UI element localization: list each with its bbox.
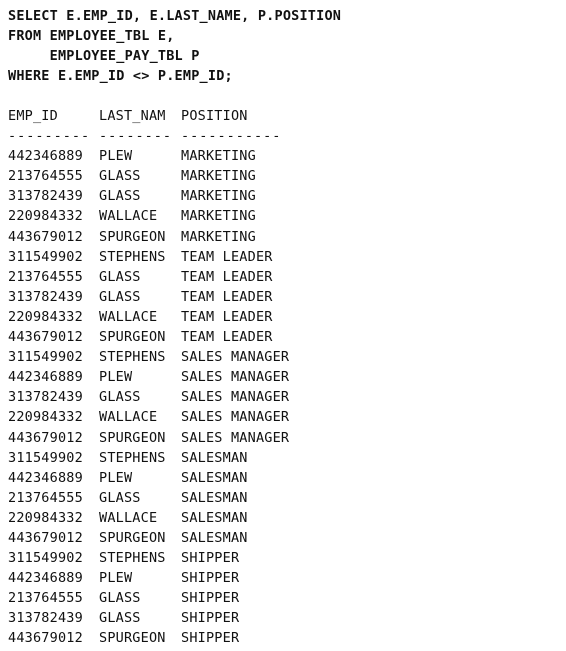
cell-emp-id: 313782439 <box>8 188 83 205</box>
header-last-name: LAST_NAM <box>99 108 166 124</box>
cell-emp-id: 442346889 <box>8 148 83 165</box>
cell-position: SHIPPER <box>181 610 240 627</box>
cell-emp-id: 313782439 <box>8 389 83 406</box>
cell-emp-id: 443679012 <box>8 228 83 245</box>
cell-last-name: STEPHENS <box>99 550 166 567</box>
cell-emp-id: 213764555 <box>8 489 83 506</box>
cell-last-name: WALLACE <box>99 509 158 526</box>
table-row <box>8 347 321 367</box>
cell-position: SALESMAN <box>181 489 248 506</box>
cell-emp-id: 442346889 <box>8 469 83 486</box>
table-row <box>8 628 321 648</box>
cell-position: MARKETING <box>181 148 256 165</box>
cell-last-name: SPURGEON <box>99 228 166 245</box>
cell-emp-id: 311549902 <box>8 349 83 366</box>
sql-query <box>8 6 341 86</box>
cell-position: TEAM LEADER <box>181 268 273 285</box>
separator-last-name: -------- <box>99 128 173 145</box>
query-line-select: SELECT E.EMP_ID, E.LAST_NAME, P.POSITION <box>8 8 342 24</box>
table-row <box>8 166 321 186</box>
cell-last-name: GLASS <box>99 188 141 205</box>
cell-emp-id: 220984332 <box>8 208 83 225</box>
cell-last-name: PLEW <box>99 148 133 165</box>
cell-last-name: SPURGEON <box>99 529 166 546</box>
cell-last-name: GLASS <box>99 389 141 406</box>
cell-last-name: WALLACE <box>99 308 158 325</box>
table-row <box>8 146 321 166</box>
table-row <box>8 287 321 307</box>
table-row <box>8 247 321 267</box>
cell-emp-id: 313782439 <box>8 288 83 305</box>
cell-position: SALES MANAGER <box>181 369 290 386</box>
cell-position: SHIPPER <box>181 570 240 587</box>
cell-position: SALESMAN <box>181 469 248 486</box>
table-row <box>8 327 321 347</box>
cell-emp-id: 311549902 <box>8 550 83 567</box>
table-row <box>8 548 321 568</box>
cell-last-name: SPURGEON <box>99 329 166 346</box>
cell-last-name: SPURGEON <box>99 429 166 446</box>
cell-position: SHIPPER <box>181 550 240 567</box>
cell-last-name: PLEW <box>99 570 133 587</box>
cell-position: TEAM LEADER <box>181 288 273 305</box>
cell-last-name: GLASS <box>99 268 141 285</box>
cell-emp-id: 313782439 <box>8 610 83 627</box>
cell-emp-id: 443679012 <box>8 529 83 546</box>
cell-position: SALES MANAGER <box>181 389 290 406</box>
cell-last-name: GLASS <box>99 288 141 305</box>
cell-emp-id: 311549902 <box>8 248 83 265</box>
table-row <box>8 588 321 608</box>
cell-last-name: SPURGEON <box>99 630 166 647</box>
cell-emp-id: 213764555 <box>8 168 83 185</box>
cell-emp-id: 442346889 <box>8 570 83 587</box>
query-line-from: FROM EMPLOYEE_TBL E, <box>8 28 175 44</box>
result-rows <box>8 146 321 648</box>
cell-last-name: PLEW <box>99 469 133 486</box>
cell-emp-id: 220984332 <box>8 509 83 526</box>
table-row <box>8 468 321 488</box>
result-header-row <box>8 106 321 126</box>
cell-position: MARKETING <box>181 228 256 245</box>
table-row <box>8 206 321 226</box>
table-row <box>8 488 321 508</box>
header-emp-id: EMP_ID <box>8 108 58 124</box>
cell-emp-id: 311549902 <box>8 449 83 466</box>
table-row <box>8 227 321 247</box>
cell-emp-id: 443679012 <box>8 429 83 446</box>
table-row <box>8 267 321 287</box>
cell-position: SALES MANAGER <box>181 349 290 366</box>
cell-last-name: GLASS <box>99 489 141 506</box>
cell-emp-id: 220984332 <box>8 308 83 325</box>
table-row <box>8 448 321 468</box>
table-row <box>8 307 321 327</box>
cell-last-name: GLASS <box>99 590 141 607</box>
cell-last-name: PLEW <box>99 369 133 386</box>
query-line-where: WHERE E.EMP_ID <> P.EMP_ID; <box>8 68 233 84</box>
table-row <box>8 568 321 588</box>
cell-emp-id: 220984332 <box>8 409 83 426</box>
table-row <box>8 407 321 427</box>
cell-last-name: GLASS <box>99 610 141 627</box>
cell-position: MARKETING <box>181 208 256 225</box>
cell-position: SALESMAN <box>181 449 248 466</box>
cell-emp-id: 443679012 <box>8 329 83 346</box>
cell-last-name: WALLACE <box>99 409 158 426</box>
query-result <box>8 106 321 649</box>
cell-position: SALESMAN <box>181 529 248 546</box>
cell-emp-id: 213764555 <box>8 590 83 607</box>
table-row <box>8 367 321 387</box>
table-row <box>8 387 321 407</box>
cell-position: SALESMAN <box>181 509 248 526</box>
table-row <box>8 608 321 628</box>
separator-position: ----------- <box>181 128 282 145</box>
cell-position: TEAM LEADER <box>181 308 273 325</box>
cell-position: MARKETING <box>181 168 256 185</box>
query-line-table-2: EMPLOYEE_PAY_TBL P <box>8 48 200 64</box>
cell-last-name: GLASS <box>99 168 141 185</box>
cell-position: SALES MANAGER <box>181 409 290 426</box>
cell-last-name: STEPHENS <box>99 449 166 466</box>
cell-position: SHIPPER <box>181 630 240 647</box>
result-separator-row <box>8 126 321 146</box>
cell-last-name: WALLACE <box>99 208 158 225</box>
cell-position: MARKETING <box>181 188 256 205</box>
table-row <box>8 186 321 206</box>
cell-last-name: STEPHENS <box>99 248 166 265</box>
header-position: POSITION <box>181 108 248 124</box>
cell-last-name: STEPHENS <box>99 349 166 366</box>
cell-position: SALES MANAGER <box>181 429 290 446</box>
separator-emp-id: --------- <box>8 128 91 145</box>
cell-emp-id: 442346889 <box>8 369 83 386</box>
cell-emp-id: 213764555 <box>8 268 83 285</box>
cell-position: TEAM LEADER <box>181 248 273 265</box>
table-row <box>8 508 321 528</box>
cell-position: TEAM LEADER <box>181 329 273 346</box>
cell-position: SHIPPER <box>181 590 240 607</box>
table-row <box>8 528 321 548</box>
table-row <box>8 428 321 448</box>
cell-emp-id: 443679012 <box>8 630 83 647</box>
